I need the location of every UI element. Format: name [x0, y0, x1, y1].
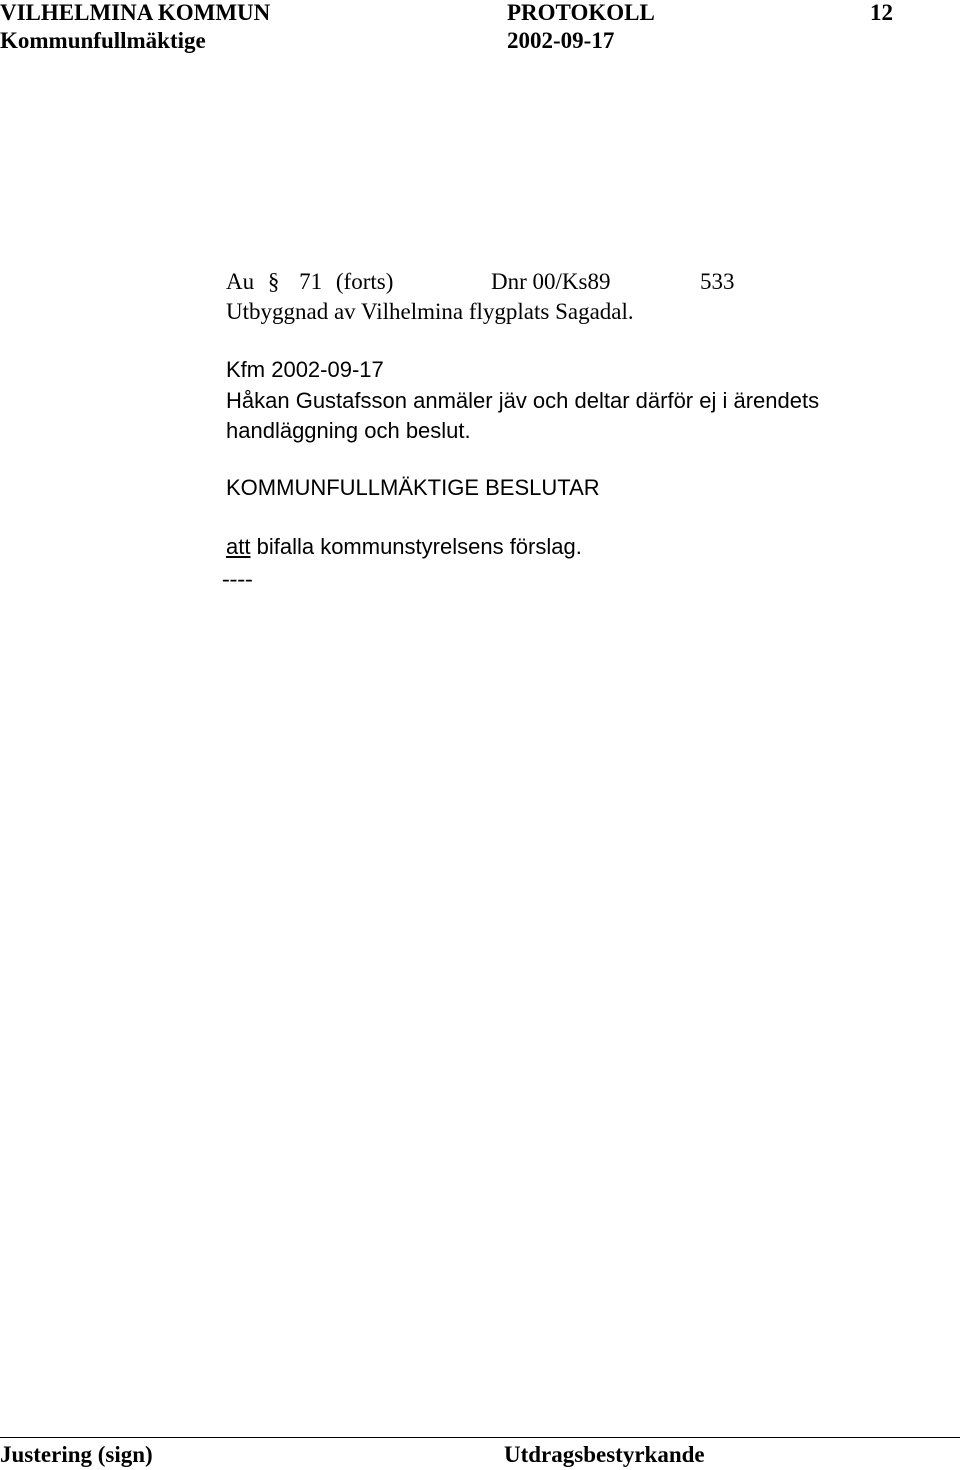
case-reference-line	[226, 269, 393, 295]
kfm-text-line-2: handläggning och beslut.	[226, 418, 471, 443]
document-type: PROTOKOLL	[507, 0, 655, 25]
decision-text: bifalla kommunstyrelsens förslag.	[256, 534, 582, 559]
decision-line	[226, 534, 582, 560]
org-name: VILHELMINA KOMMUN	[0, 0, 271, 25]
footer-rule	[0, 1437, 960, 1438]
footer-justering: Justering (sign)	[0, 1442, 153, 1467]
kfm-text-line-1: Håkan Gustafsson anmäler jäv och deltar därför ej i ärendets	[226, 388, 820, 413]
body-name: Kommunfullmäktige	[0, 28, 206, 53]
section-symbol: §	[267, 269, 280, 294]
header-date: 2002-09-17	[507, 28, 615, 53]
dnr: Dnr 00/Ks89	[491, 269, 611, 294]
section-number: 71	[299, 269, 323, 294]
footer-utdragsbestyrkande: Utdragsbestyrkande	[504, 1442, 705, 1467]
forts-label: (forts)	[335, 269, 394, 294]
case-title: Utbyggnad av Vilhelmina flygplats Sagadal.	[226, 299, 634, 324]
case-ref: Au	[226, 269, 255, 294]
separator-dashes: ----	[222, 566, 253, 591]
case-code: 533	[700, 269, 735, 294]
decision-heading: KOMMUNFULLMÄKTIGE BESLUTAR	[226, 475, 600, 500]
kfm-date-line: Kfm 2002-09-17	[226, 357, 384, 382]
att-keyword: att	[226, 534, 251, 559]
page-number: 12	[870, 0, 893, 25]
